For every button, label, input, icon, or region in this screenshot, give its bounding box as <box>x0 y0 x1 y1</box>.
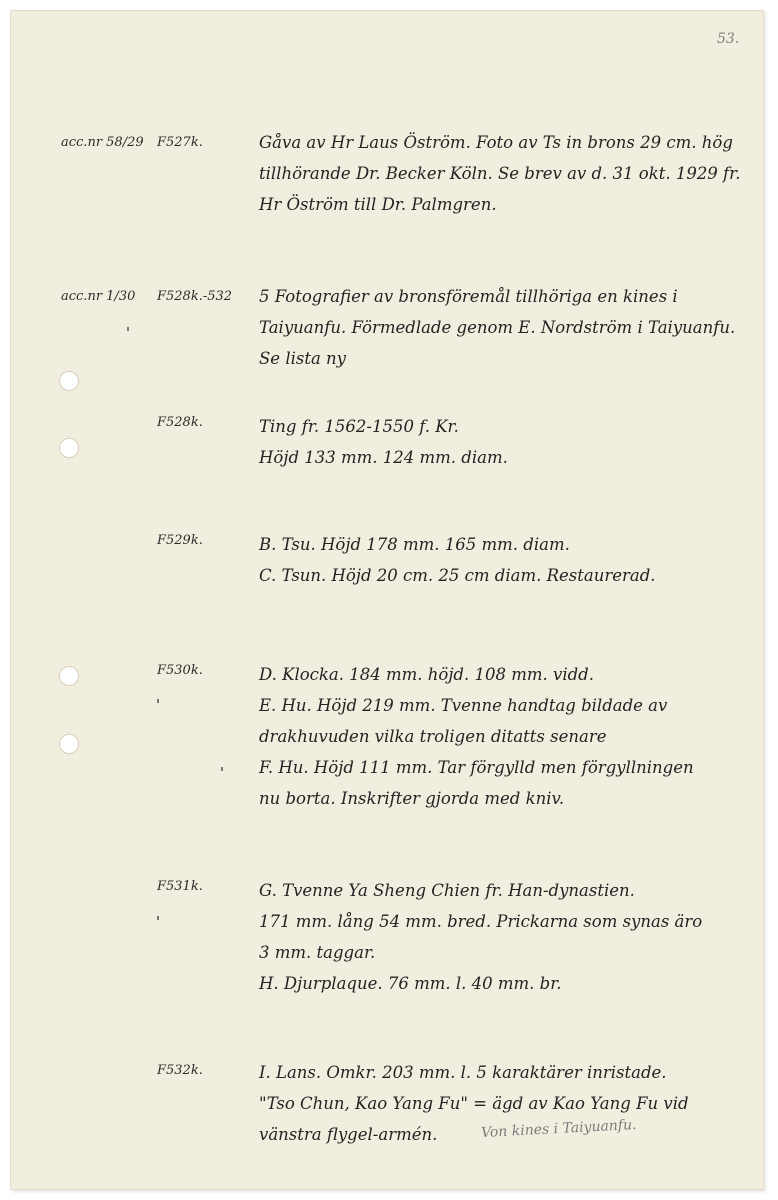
page-number: 53. <box>717 31 740 47</box>
accession-number: acc.nr 1/30 <box>61 289 136 304</box>
entry-line: drakhuvuden vilka troligen ditatts senare <box>259 727 607 746</box>
margin-tick <box>157 699 159 703</box>
catalog-number: F528k. <box>157 415 203 430</box>
entry-line: I. Lans. Omkr. 203 mm. l. 5 karaktärer inristade. <box>259 1063 667 1082</box>
entry-line: D. Klocka. 184 mm. höjd. 108 mm. vidd. <box>259 665 594 684</box>
catalog-number: F532k. <box>157 1063 203 1078</box>
document-page <box>10 10 764 1190</box>
pencil-annotation: Von kines i Taiyuanfu. <box>480 1116 637 1142</box>
entry-line: 3 mm. taggar. <box>259 943 376 962</box>
entry-line: Taiyuanfu. Förmedlade genom E. Nordström i Taiyuanfu. <box>259 318 736 337</box>
entry-text <box>259 875 749 999</box>
entry-line: Gåva av Hr Laus Öström. Foto av Ts in brons 29 cm. hög <box>259 133 733 152</box>
entry-line: Höjd 133 mm. 124 mm. diam. <box>259 448 508 467</box>
entry-line: F. Hu. Höjd 111 mm. Tar förgylld men förgyllningen <box>259 758 694 777</box>
entry-text <box>259 127 749 220</box>
entry-line: nu borta. Inskrifter gjorda med kniv. <box>259 789 565 808</box>
entry-line: Se lista ny <box>259 349 346 368</box>
entry-line: 171 mm. lång 54 mm. bred. Prickarna som synas äro <box>259 912 703 931</box>
entry-line: G. Tvenne Ya Sheng Chien fr. Han-dynastien. <box>259 881 635 900</box>
entry-line: E. Hu. Höjd 219 mm. Tvenne handtag bildade av <box>259 696 668 715</box>
entry-line: H. Djurplaque. 76 mm. l. 40 mm. br. <box>259 974 562 993</box>
entry-line: 5 Fotografier av bronsföremål tillhöriga en kines i <box>259 287 678 306</box>
entry-line: "Tso Chun, Kao Yang Fu" = ägd av Kao Yang Fu vid <box>259 1094 689 1113</box>
entry-text <box>259 529 749 591</box>
entry-line: C. Tsun. Höjd 20 cm. 25 cm diam. Restaurerad. <box>259 566 656 585</box>
margin-tick <box>157 916 159 920</box>
entry-line: B. Tsu. Höjd 178 mm. 165 mm. diam. <box>259 535 570 554</box>
punch-hole <box>59 438 79 458</box>
punch-hole <box>59 666 79 686</box>
catalog-number: F530k. <box>157 663 203 678</box>
entry-line: tillhörande Dr. Becker Köln. Se brev av d. 31 okt. 1929 fr. <box>259 164 741 183</box>
catalog-number: F531k. <box>157 879 203 894</box>
accession-number: acc.nr 58/29 <box>61 135 144 150</box>
entry-line: vänstra flygel-armén. <box>259 1125 438 1144</box>
entry-text <box>259 659 749 814</box>
punch-hole <box>59 734 79 754</box>
catalog-number: F528k.-532 <box>157 289 233 304</box>
entry-line: Ting fr. 1562-1550 f. Kr. <box>259 417 459 436</box>
catalog-number: F527k. <box>157 135 203 150</box>
catalog-number: F529k. <box>157 533 203 548</box>
margin-tick <box>127 327 129 331</box>
entry-text <box>259 281 749 374</box>
entry-line: Hr Öström till Dr. Palmgren. <box>259 195 497 214</box>
punch-hole <box>59 371 79 391</box>
margin-tick <box>221 767 223 771</box>
entry-text <box>259 411 749 473</box>
